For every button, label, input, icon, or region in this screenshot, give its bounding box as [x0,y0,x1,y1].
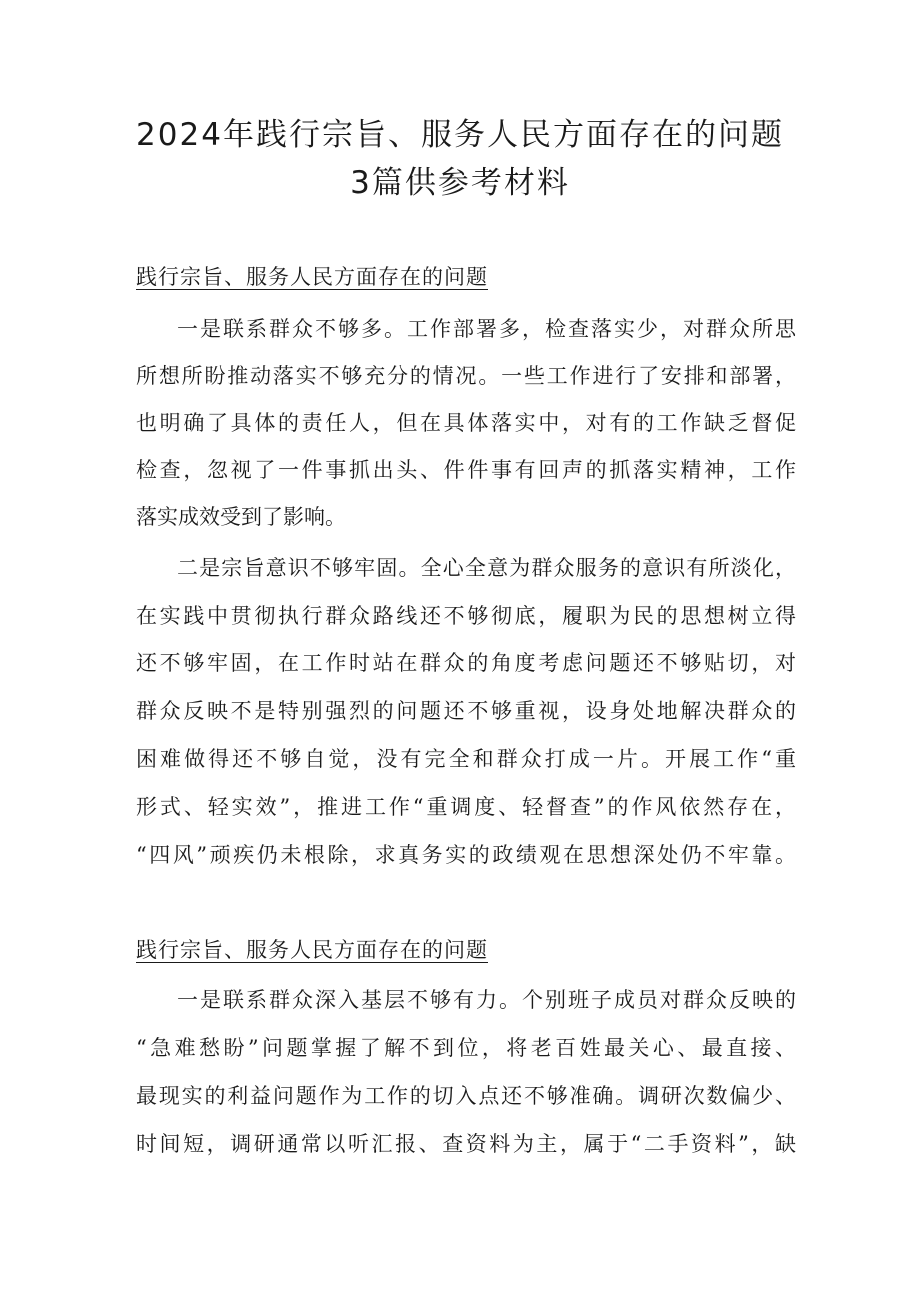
paragraph-line: 还不够牢固，在工作时站在群众的角度考虑问题还不够贴切，对 [136,651,796,675]
section-1-heading: 践行宗旨、服务人民方面存在的问题 [136,265,488,289]
paragraph-line: 形式、轻实效”，推进工作“重调度、轻督查”的作风依然存在， [136,795,796,819]
section-2-heading: 践行宗旨、服务人民方面存在的问题 [136,938,488,962]
paragraph-line: 一是联系群众不够多。工作部署多，检查落实少，对群众所思 [177,317,796,341]
paragraph-line: “急难愁盼”问题掌握了解不到位，将老百姓最关心、最直接、 [136,1036,796,1060]
paragraph-line: 二是宗旨意识不够牢固。全心全意为群众服务的意识有所淡化， [177,556,796,580]
document-title-line-2: 3篇供参考材料 [350,165,570,201]
paragraph-line: 时间短，调研通常以听汇报、查资料为主，属于“二手资料”，缺 [136,1132,796,1156]
paragraph-line: 一是联系群众深入基层不够有力。个别班子成员对群众反映的 [177,988,796,1012]
paragraph-line: 也明确了具体的责任人，但在具体落实中，对有的工作缺乏督促 [136,411,796,435]
paragraph-line: “四风”顽疾仍未根除，求真务实的政绩观在思想深处仍不牢靠。 [136,843,796,867]
paragraph-line: 最现实的利益问题作为工作的切入点还不够准确。调研次数偏少、 [136,1084,796,1108]
paragraph-line: 落实成效受到了影响。 [136,505,346,529]
paragraph-line: 困难做得还不够自觉，没有完全和群众打成一片。开展工作“重 [136,747,796,771]
paragraph-line: 检查，忽视了一件事抓出头、件件事有回声的抓落实精神，工作 [136,458,796,482]
paragraph-line: 在实践中贯彻执行群众路线还不够彻底，履职为民的思想树立得 [136,604,796,628]
document-title-line-1: 2024年践行宗旨、服务人民方面存在的问题 [136,117,784,153]
paragraph-line: 群众反映不是特别强烈的问题还不够重视，设身处地解决群众的 [136,699,796,723]
paragraph-line: 所想所盼推动落实不够充分的情况。一些工作进行了安排和部署， [136,364,796,388]
